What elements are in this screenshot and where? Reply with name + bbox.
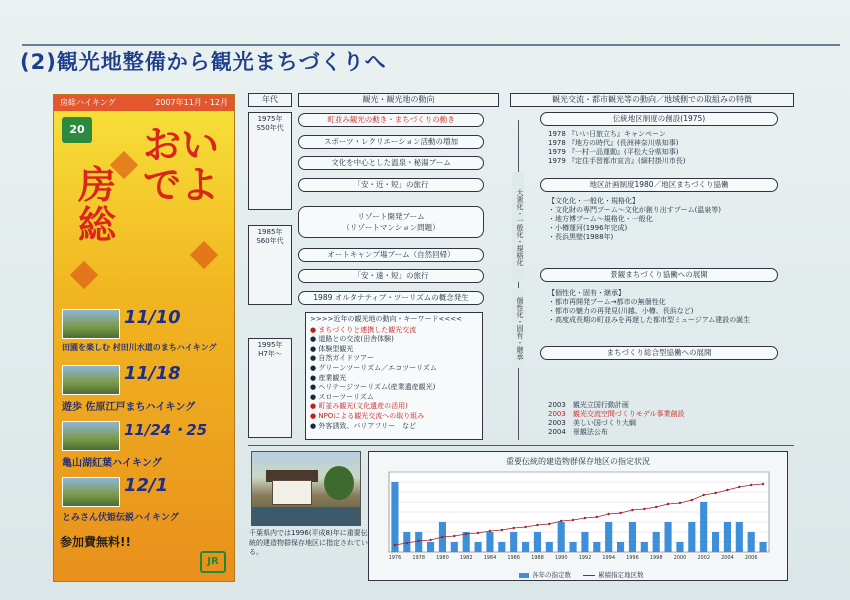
era-1975: 1975年 S50年代 [248, 112, 292, 210]
x-tick-label: 1976 [388, 555, 402, 561]
poster-event [62, 307, 228, 359]
trend-pill: 「安・遠・短」の旅行 [298, 269, 484, 283]
x-tick-label: 1982 [459, 555, 473, 561]
event-photo [62, 365, 120, 395]
slide-title: (2)観光地整備から観光まちづくりへ [20, 50, 387, 74]
jr-logo: JR [200, 551, 226, 573]
keyword-item: ● 自然ガイドツアー [310, 354, 374, 363]
line-point [465, 533, 467, 535]
maple-leaf-icon [70, 261, 98, 289]
bar [617, 542, 624, 552]
trend-pill: 1989 オルタナティブ・ツーリズムの概念発生 [298, 291, 484, 305]
keyword-item: ● NPOによる観光交流への取り組み [310, 411, 425, 420]
line-point [726, 489, 728, 491]
x-tick-label: 2000 [673, 555, 687, 561]
bar [498, 542, 505, 552]
poster-logo: 20 [62, 117, 92, 143]
trend-pill: 町並み観光の動き・まちづくりの動き [298, 113, 484, 127]
line-point [643, 508, 645, 510]
poster-event [62, 363, 228, 415]
line-point [738, 486, 740, 488]
x-tick-label: 1990 [554, 555, 568, 561]
line-point [441, 536, 443, 538]
keyword-item: ● まちづくりと連携した観光交流 [310, 325, 417, 334]
photo-caption: 千葉県内では1996(平成8)年に重要伝統的建造物群保存地区に指定されている。 [249, 529, 368, 556]
bar [676, 542, 683, 552]
x-tick-label: 2002 [697, 555, 711, 561]
legend-bar: 各年の指定数 [519, 570, 571, 579]
community-pill: 景観まちづくり協働への展開 [540, 268, 778, 282]
line-point [572, 519, 574, 521]
bar [641, 542, 648, 552]
x-tick-label: 1980 [436, 555, 449, 561]
bar [724, 522, 731, 552]
trend-pill: オートキャンプ場ブーム（自然回帰） [298, 248, 484, 262]
bar [760, 542, 767, 552]
header-trends: 観光・観光地の動向 [298, 93, 499, 107]
x-tick-label: 1998 [649, 555, 663, 561]
bar [653, 532, 660, 552]
line-point [406, 542, 408, 544]
keyword-title: >>>>近年の観光地の動向・キーワード<<<< [310, 315, 462, 323]
line-point [453, 535, 455, 537]
poster-headline-left: 房総 [77, 162, 116, 247]
designation-chart [368, 451, 788, 581]
bar [546, 542, 553, 552]
line-point [596, 516, 598, 518]
bar [748, 532, 755, 552]
line-point [548, 523, 550, 525]
line-point [477, 532, 479, 534]
line-point [714, 492, 716, 494]
era-1995: 1995年 H7年〜 [248, 338, 292, 438]
line-point [691, 499, 693, 501]
line-point [702, 494, 704, 496]
keyword-item: ● グリーンツーリズム／エコツーリズム [310, 363, 437, 372]
line-point [762, 483, 764, 485]
trend-pill: リゾート開発ブーム （リゾートマンション問題） [298, 206, 484, 238]
header-era: 年代 [248, 93, 292, 107]
bar [629, 522, 636, 552]
event-name: 亀山湖紅葉ハイキング [62, 458, 162, 469]
event-photo [62, 421, 120, 451]
bar [534, 532, 541, 552]
x-tick-label: 1994 [602, 555, 616, 561]
x-tick-label: 1978 [412, 555, 426, 561]
community-list: 2003 観光立国行動計画 2003 観光交流空間づくりモデル事業創設 2003 美しい国づくり大綱 2004 景観法公布 [548, 401, 685, 436]
x-tick-label: 1984 [483, 555, 497, 561]
legend-line: 累積指定地区数 [583, 570, 644, 579]
line-point [607, 513, 609, 515]
keyword-item: ● 町並み観光(文化遺産の活用) [310, 402, 408, 411]
event-date: 11/24・25 [124, 421, 208, 439]
bar [593, 542, 600, 552]
event-photo [62, 309, 120, 339]
event-date: 12/1 [124, 475, 169, 496]
line-point [536, 524, 538, 526]
x-tick-label: 1986 [507, 555, 521, 561]
community-list: 【文化化・一般化・規格化】 ・文化財の専門ブーム～文化が創り出すブーム(温泉等) ・地方博ブーム～規格化・一般化 ・小樽運河(1996年完成) ・長浜黒壁(1988年) [548, 197, 722, 241]
poster-headline-right: おいでよ [142, 122, 219, 207]
x-tick-label: 2004 [721, 555, 734, 561]
vertical-label: 個性化・固有・継承 [512, 288, 524, 368]
keyword-item: ● スローツーリズム [310, 392, 374, 401]
x-tick-label: 2006 [744, 555, 758, 561]
bar [736, 522, 743, 552]
event-date: 11/18 [124, 363, 181, 384]
keyword-item: ● 体験型観光 [310, 344, 354, 353]
line-point [501, 529, 503, 531]
trend-pill: 「安・近・短」の旅行 [298, 178, 484, 192]
community-list: 1978 『いい日旅立ち』キャンペーン 1978 『地方の時代』(長洲神奈川県知事) 1979 『一村一品運動』(平松大分県知事) 1979 『定住手習都市宣言』(細村掛川市長) [548, 130, 686, 165]
event-name: 遊歩 佐原江戸まちハイキング [62, 402, 196, 413]
line-point [679, 502, 681, 504]
bar [486, 532, 493, 552]
hiking-poster [53, 94, 235, 582]
chart-legend [519, 570, 644, 579]
keyword-item: ● 産業観光 [310, 373, 347, 382]
bar [475, 542, 482, 552]
poster-event [62, 475, 228, 527]
chart-title: 重要伝統的建造物群保存地区の指定状況 [506, 457, 650, 466]
bar [522, 542, 529, 552]
community-pill: 伝統地区制度の創設(1975) [540, 112, 778, 126]
era-1985: 1985年 S60年代 [248, 225, 292, 305]
poster-event [62, 419, 228, 471]
line-point [512, 527, 514, 529]
event-name: 田園を楽しむ 村田川水道のまちハイキング [62, 343, 217, 352]
line-point [394, 544, 396, 546]
x-tick-label: 1996 [626, 555, 639, 561]
bar [427, 542, 434, 552]
bar [665, 522, 672, 552]
bar [510, 532, 517, 552]
line-point [417, 540, 419, 542]
line-point [750, 484, 752, 486]
bar [558, 522, 565, 552]
event-date: 11/10 [124, 307, 181, 328]
bar [605, 522, 612, 552]
x-tick-label: 1988 [531, 555, 544, 561]
trend-pill: スポーツ・レクリエーション活動の増加 [298, 135, 484, 149]
line-point [631, 509, 633, 511]
maple-leaf-icon [190, 241, 218, 269]
line-point [667, 503, 669, 505]
keyword-item: ● 道路との交流(田舎体験) [310, 335, 394, 344]
townscape-photo [251, 451, 361, 526]
bar [451, 542, 458, 552]
vertical-label: 大衆化・一般化・規格化 [512, 172, 524, 282]
trend-pill: 文化を中心とした温泉・秘湯ブーム [298, 156, 484, 170]
bar [581, 532, 588, 552]
bar [712, 532, 719, 552]
bar [391, 482, 398, 552]
poster-banner: 房総ハイキング [54, 95, 234, 111]
line-point [560, 520, 562, 522]
bar [700, 502, 707, 552]
line-point [489, 530, 491, 532]
section-divider [248, 445, 794, 446]
community-pill: 地区計画制度1980／地区まちづくり協働 [540, 178, 778, 192]
community-list: 【個性化・固有・継承】 ・都市再開発ブーム→都市の無個性化 ・都市の魅力の再発見(川越、小樽、長浜など) ・高度成長期の町並みを再遅した都市型ミュージアム建設の誕生 [548, 289, 751, 324]
keyword-item: ● 外客誘致、バリアフリー など [310, 421, 417, 430]
community-pill: まちづくり総合型協働への展開 [540, 346, 778, 360]
bar [570, 542, 577, 552]
keyword-box [305, 312, 483, 440]
line-point [619, 512, 621, 514]
poster-date: 2007年11月・12月 [155, 98, 228, 107]
line-point [429, 539, 431, 541]
line-point [584, 517, 586, 519]
bar [688, 522, 695, 552]
poster-free-notice: 参加費無料!! [60, 535, 131, 549]
line-point [524, 526, 526, 528]
x-tick-label: 1992 [578, 555, 592, 561]
header-community: 観光交流・都市観光等の動向／地域側での取組みの特徴 [510, 93, 794, 107]
event-name: とみさん伏姫伝説ハイキング [62, 513, 179, 523]
event-photo [62, 477, 120, 507]
keyword-item: ● ヘリテージツーリズム(産業遺産観光) [310, 383, 436, 392]
line-point [655, 506, 657, 508]
chart-plot [369, 452, 789, 582]
